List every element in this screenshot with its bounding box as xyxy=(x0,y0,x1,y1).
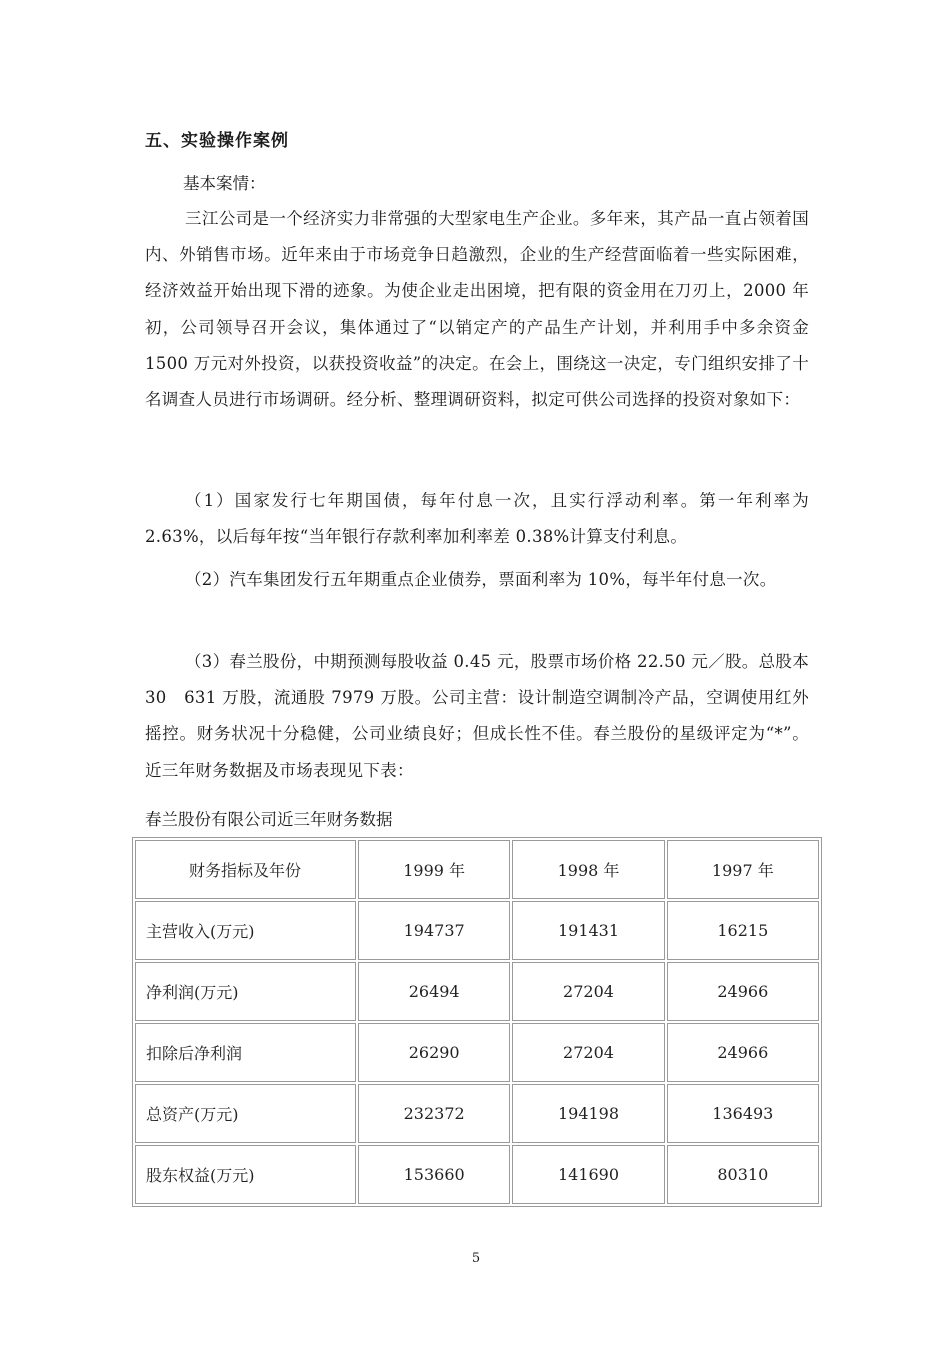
investment-option-2: （2）汽车集团发行五年期重点企业债券，票面利率为 10%，每半年付息一次。 xyxy=(185,570,777,589)
table-cell: 153660 xyxy=(358,1145,510,1204)
investment-option-1: （1）国家发行七年期国债，每年付息一次，且实行浮动利率。第一年利率为 2.63%，以后每年按“当年银行存款利率加利率差 0.38%计算支付利息。 xyxy=(145,491,809,547)
section-heading: 五、实验操作案例 xyxy=(145,131,289,151)
page-number: 5 xyxy=(471,1251,481,1266)
case-paragraph-intro: 三江公司是一个经济实力非常强的大型家电生产企业。多年来，其产品一直占领着国内、外销售市场。近年来由于市场竞争日趋激烈，企业的生产经营面临着一些实际困难，经济效益开始出现下滑的迹象。为使企业走出困境，把有限的资金用在刀刃上，2000 年初，公司领导召开会议，集体通过了“以销定产的产品生产计划，并利用手中多余资金 1500 万元对外投资，以获投资收益”的决定。在会上，围绕这一决定，专门组织安排了十名调查人员进行市场调研。经分析、整理调研资料，拟定可供公司选择的投资对象如下： xyxy=(145,209,809,410)
table-cell: 27204 xyxy=(512,962,664,1021)
investment-option-3: （3）春兰股份，中期预测每股收益 0.45 元，股票市场价格 22.50 元／股。总股本 30 631 万股，流通股 7979 万股。公司主营：设计制造空调制冷产品，空调使用红外摇控。财务状况十分稳健，公司业绩良好；但成长性不佳。春兰股份的星级评定为“*”。近三年财务数据及市场表现见下表： xyxy=(145,652,809,780)
table-row xyxy=(135,1084,819,1143)
table-cell: 26290 xyxy=(358,1023,510,1082)
table-row xyxy=(135,962,819,1021)
table-cell: 24966 xyxy=(667,1023,819,1082)
table-cell: 136493 xyxy=(667,1084,819,1143)
financial-data-table xyxy=(132,837,822,1207)
table-cell: 16215 xyxy=(667,901,819,960)
row-label: 股东权益(万元) xyxy=(135,1145,356,1204)
table-row xyxy=(135,1145,819,1204)
row-label: 净利润(万元) xyxy=(135,962,356,1021)
table-header-cell: 财务指标及年份 xyxy=(135,840,356,899)
table-header-cell: 1999 年 xyxy=(358,840,510,899)
case-subheading: 基本案情： xyxy=(183,174,266,193)
table-row xyxy=(135,1023,819,1082)
row-label: 主营收入(万元) xyxy=(135,901,356,960)
table-header-cell: 1998 年 xyxy=(512,840,664,899)
table-cell: 24966 xyxy=(667,962,819,1021)
table-cell: 80310 xyxy=(667,1145,819,1204)
row-label: 总资产(万元) xyxy=(135,1084,356,1143)
table-caption: 春兰股份有限公司近三年财务数据 xyxy=(145,810,393,829)
table-header-row xyxy=(135,840,819,899)
table-header-cell: 1997 年 xyxy=(667,840,819,899)
table-cell: 194198 xyxy=(512,1084,664,1143)
table-cell: 141690 xyxy=(512,1145,664,1204)
table-cell: 26494 xyxy=(358,962,510,1021)
table-row xyxy=(135,901,819,960)
table-cell: 232372 xyxy=(358,1084,510,1143)
table-cell: 191431 xyxy=(512,901,664,960)
table-cell: 27204 xyxy=(512,1023,664,1082)
row-label: 扣除后净利润 xyxy=(135,1023,356,1082)
table-cell: 194737 xyxy=(358,901,510,960)
